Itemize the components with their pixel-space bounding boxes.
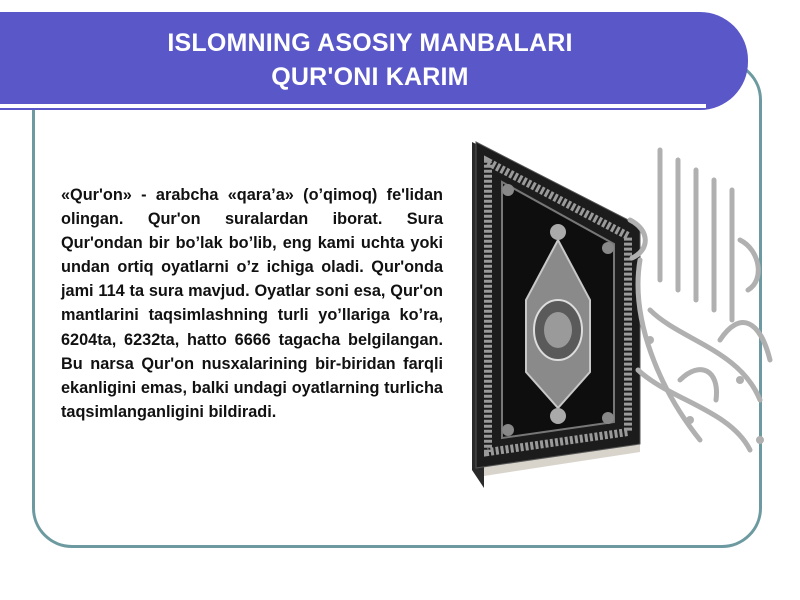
slide-title: ISLOMNING ASOSIY MANBALARI — [167, 29, 573, 57]
banner-divider — [0, 104, 706, 108]
slide-subtitle: QUR'ONI KARIM — [271, 63, 469, 91]
body-paragraph: «Qur'on» - arabcha «qara’a» (o’qimoq) fe'lidan olingan. Qur'on suralardan iborat. Sura Qur'ondan bir bo’lak bo’lib, eng kami uchta yoki undan ortiq oyatlarni o’z ichiga oladi. Qur'onda jami 114 ta sura mavjud. Oyatlar soni esa, Qur'on mantlarini taqsimlashning turli yo’llariga ko’ra, 6204ta, 6232ta, hatto 6666 tagacha belgilangan. Bu narsa Qur'on nusxalarining bir-biridan farqli ekanligini emas, balki undagi oyatlarning turlicha taqsimlanganligini bildiradi. — [61, 186, 443, 421]
calligraphy-image — [620, 140, 780, 470]
title-banner — [0, 12, 748, 110]
